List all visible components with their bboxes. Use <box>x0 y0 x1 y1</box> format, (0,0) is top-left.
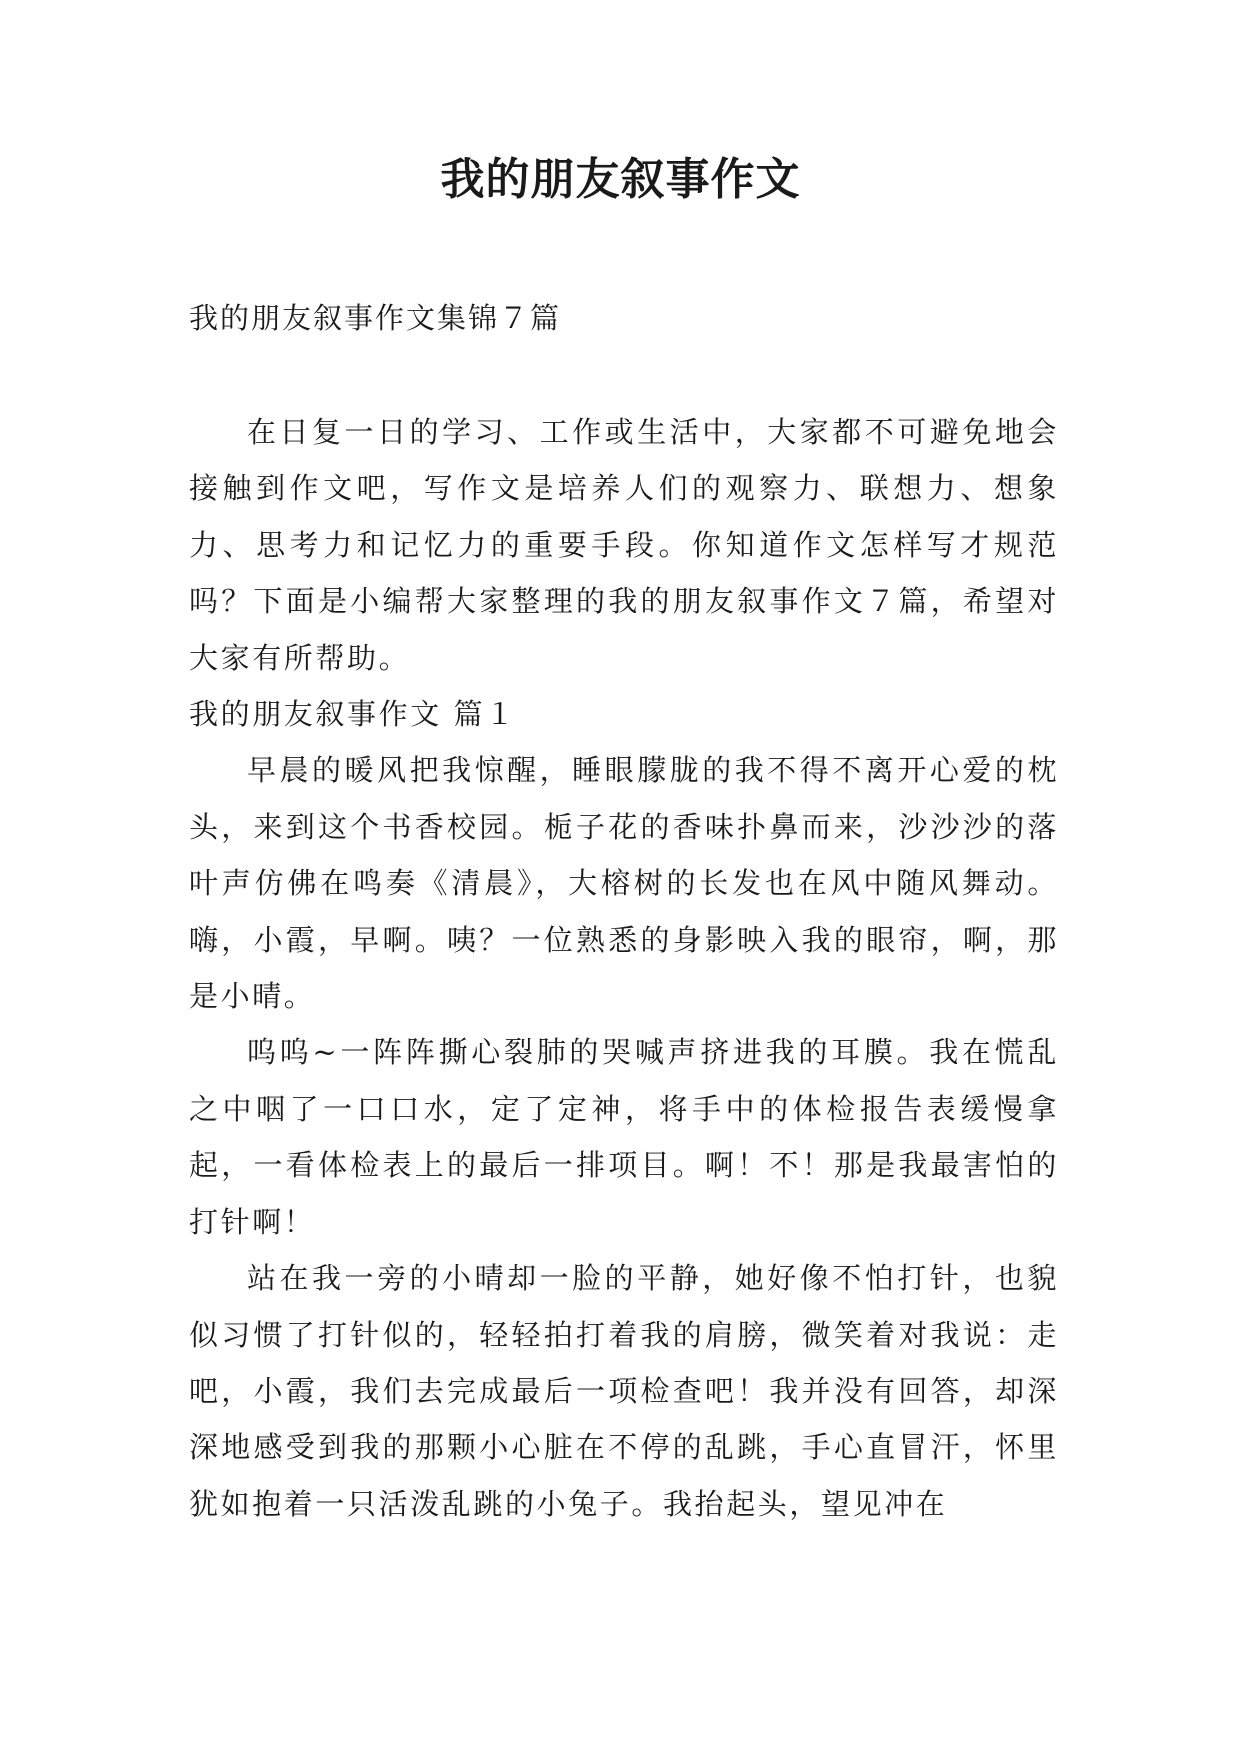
body-paragraph: 站在我一旁的小晴却一脸的平静，她好像不怕打针，也貌似习惯了打针似的，轻轻拍打着我的肩膀，微笑着对我说：走吧，小霞，我们去完成最后一项检查吧！我并没有回答，却深深地感受到我的那颗小心脏在不停的乱跳，手心直冒汗，怀里犹如抱着一只活泼乱跳的小兔子。我抬起头，望见冲在 <box>189 1261 1059 1521</box>
document-subtitle: 我的朋友叙事作文集锦７篇 <box>189 301 562 335</box>
body-paragraph: 呜呜~一阵阵撕心裂肺的哭喊声挤进我的耳膜。我在慌乱之中咽了一口口水，定了定神，将手中的体检报告表缓慢拿起，一看体检表上的最后一排项目。啊！不！那是我最害怕的打针啊！ <box>189 1035 1059 1239</box>
document-title: 我的朋友叙事作文 <box>440 154 801 205</box>
intro-paragraph: 在日复一日的学习、工作或生活中，大家都不可避免地会接触到作文吧，写作文是培养人们的观察力、联想力、想象力、思考力和记忆力的重要手段。你知道作文怎样写才规范吗？下面是小编帮大家整理的我的朋友叙事作文７篇，希望对大家有所帮助。 <box>189 415 1059 675</box>
body-paragraph: 早晨的暖风把我惊醒，睡眼朦胧的我不得不离开心爱的枕头，来到这个书香校园。栀子花的香味扑鼻而来，沙沙沙的落叶声仿佛在鸣奏《清晨》，大榕树的长发也在风中随风舞动。嗨，小霞，早啊。咦？一位熟悉的身影映入我的眼帘，啊，那是小晴。 <box>189 753 1059 1014</box>
section-heading: 我的朋友叙事作文 篇１ <box>189 697 517 732</box>
document-body <box>189 404 1059 1532</box>
